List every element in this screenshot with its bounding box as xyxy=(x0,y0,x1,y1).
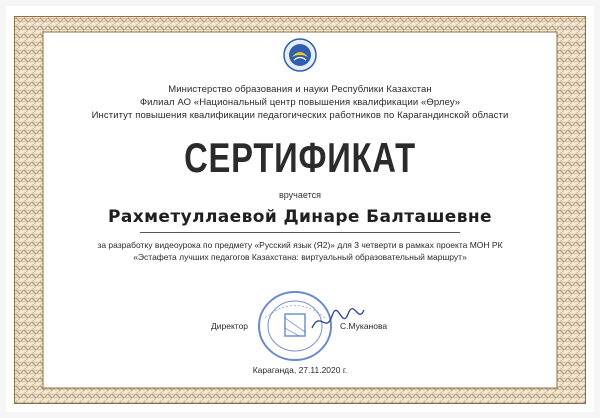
reason-line-2: «Эстафета лучших педагогов Казахстана: виртуальный образовательный маршрут» xyxy=(133,252,467,262)
name-underline xyxy=(140,232,460,233)
place-date: Караганда, 27.11.2020 г. xyxy=(252,365,348,375)
signer-name: С.Муканова xyxy=(340,321,388,331)
ministry-line: Министерство образования и науки Республики Казахстан xyxy=(168,84,432,95)
orleu-logo xyxy=(283,38,317,72)
recipient-name: Рахметуллаевой Динаре Балташевне xyxy=(108,207,492,227)
certificate-title: СЕРТИФИКАТ xyxy=(184,134,416,181)
signature-scribble xyxy=(308,300,368,340)
director-label: Директор xyxy=(211,321,249,331)
institute-line: Институт повышения квалификации педагогических работников по Карагандинской области xyxy=(91,110,509,121)
branch-line: Филиал АО «Национальный центр повышения квалификации «Өрлеу» xyxy=(139,97,461,108)
reason-line-1: за разработку видеоурока по предмету «Русский язык (Я2)» для 3 четверти в рамках проекта МОН РК xyxy=(97,240,503,250)
awarded-label: вручается xyxy=(279,190,321,200)
